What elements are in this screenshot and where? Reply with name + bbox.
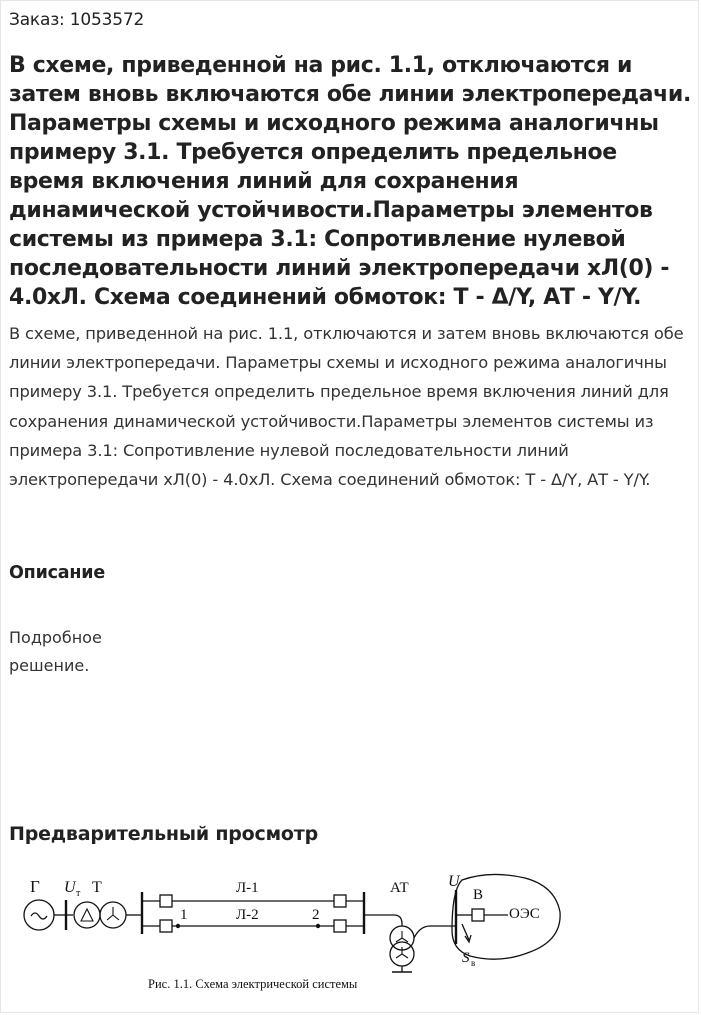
- label-generator: Г: [30, 877, 40, 896]
- preview-figure: [0, 860, 701, 1010]
- breaker-l2-left: [160, 920, 172, 932]
- task-body: В схеме, приведенной на рис. 1.1, отключаются и затем вновь включаются обе линии электропередачи. Параметры схемы и исходного режима аналогичны примеру 3.1. Требуется определить предельное время включения линий для сохранения динамической устойчивости.Параметры элементов системы из примера 3.1: Сопротивление нулевой последовательности линий электропередачи хЛ(0) - 4.0хЛ. Схема соединений обмоток: Т - Δ/Y, АТ - Y/Y.: [9, 324, 684, 490]
- transformer-winding-delta: [74, 902, 100, 928]
- label-line2: Л-2: [236, 907, 259, 923]
- breaker-l1-left: [160, 895, 172, 907]
- label-node1: 1: [180, 907, 188, 923]
- breaker-system: [472, 909, 484, 921]
- description-heading: Описание: [9, 563, 106, 583]
- label-line1: Л-1: [236, 880, 259, 896]
- circuit-diagram: [0, 860, 701, 1010]
- label-system: ОЭС: [509, 906, 540, 922]
- label-voltage-t: U: [64, 879, 76, 896]
- order-number: Заказ: 1053572: [9, 10, 145, 30]
- label-voltage-t-sub: т: [76, 888, 81, 899]
- preview-heading: Предварительный просмотр: [9, 823, 318, 845]
- label-transformer: Т: [92, 879, 102, 896]
- task-title: В схеме, приведенной на рис. 1.1, отключаются и затем вновь включаются обе линии электропередачи. Параметры схемы и исходного режима аналогичны примеру 3.1. Требуется определить предельное время включения линий для сохранения динамической устойчивости.Параметры элементов системы из примера 3.1: Сопротивление нулевой последовательности линий электропередачи хЛ(0) - 4.0хЛ. Схема соединений обмоток: Т - Δ/Y, АТ - Y/Y.: [9, 53, 691, 310]
- system-boundary: [452, 874, 560, 959]
- description-text: Подробное решение.: [9, 628, 102, 675]
- label-power: S: [462, 950, 470, 966]
- label-breaker: В: [473, 887, 484, 903]
- label-voltage: U: [448, 873, 460, 890]
- label-node2: 2: [312, 907, 320, 923]
- figure-caption: Рис. 1.1. Схема электрической системы: [148, 977, 358, 991]
- label-autotransformer: АТ: [390, 880, 409, 896]
- generator-wave: [31, 913, 47, 919]
- breaker-l2-right: [334, 920, 346, 932]
- breaker-l1-right: [334, 895, 346, 907]
- label-power-sub: в: [471, 958, 476, 968]
